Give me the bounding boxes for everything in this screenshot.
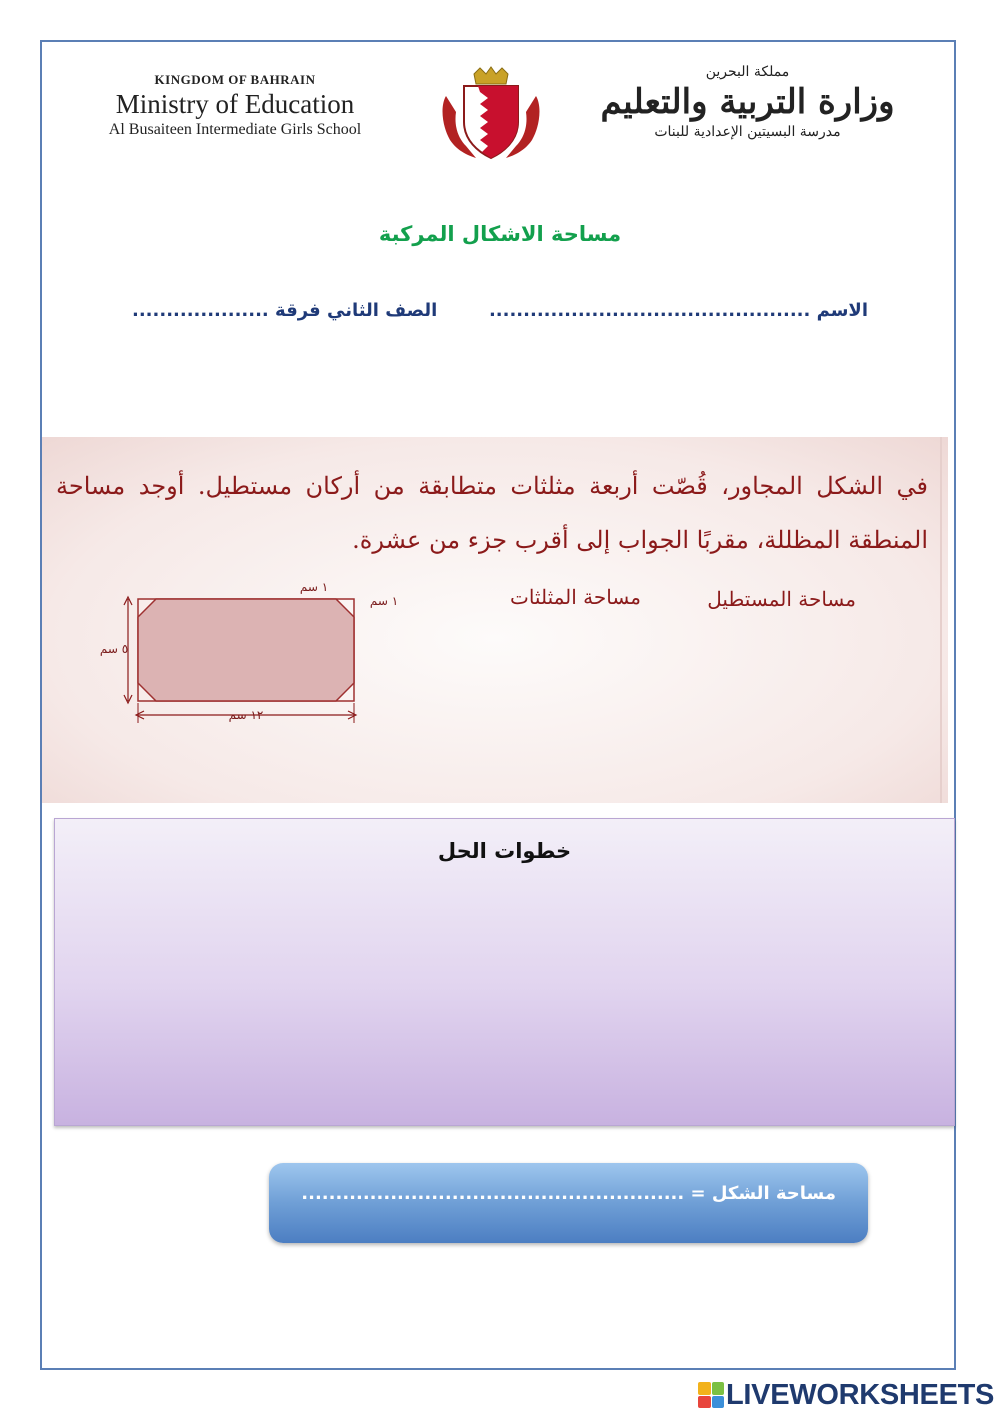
solution-steps-box[interactable] <box>54 818 955 1126</box>
class-field[interactable]: الصف الثاني فرقة .................... <box>132 300 438 321</box>
kingdom-en: KINGDOM OF BAHRAIN <box>154 72 316 87</box>
panel-divider <box>940 437 942 803</box>
brand-name: LIVEWORKSHEETS <box>726 1378 995 1411</box>
shaded-region <box>138 599 354 701</box>
rectangle-figure <box>98 577 418 737</box>
school-ar: مدرسة البسيتين الإعدادية للبنات <box>654 124 841 140</box>
logo-cell <box>712 1382 725 1395</box>
height-label: ٥ سم <box>99 642 129 656</box>
logo-cell <box>698 1382 711 1395</box>
rectangle-area-label: مساحة المستطيل <box>707 587 856 611</box>
logo-cell <box>698 1396 711 1409</box>
header-english <box>60 72 410 139</box>
corner-side-label: ١ سم <box>369 594 399 608</box>
problem-panel <box>42 437 948 803</box>
logo-cell <box>712 1396 725 1409</box>
liveworksheets-logo-icon <box>698 1382 724 1408</box>
header-arabic <box>570 64 925 140</box>
kingdom-ar: مملكة البحرين <box>705 64 790 80</box>
answer-label: مساحة الشكل = ........................................................ <box>301 1183 836 1204</box>
steps-title: خطوات الحل <box>437 839 572 863</box>
liveworksheets-brand <box>698 1378 994 1412</box>
triangles-area-label: مساحة المثلثات <box>510 585 641 609</box>
width-label: ١٢ سم <box>228 708 264 722</box>
bahrain-crest-icon <box>436 66 546 162</box>
worksheet-title: مساحة الاشكال المركبة <box>378 222 622 246</box>
ministry-ar: وزارة التربية والتعليم <box>600 82 895 122</box>
corner-top-label: ١ سم <box>299 580 329 594</box>
problem-statement: في الشكل المجاور، قُصّت أربعة مثلثات متطابقة من أركان مستطيل. أوجد مساحة المنطقة المظللة، مقربًا الجواب إلى أقرب جزء من عشرة. <box>56 472 928 554</box>
answer-bar[interactable] <box>269 1163 868 1243</box>
name-field[interactable]: الاسم ............................................... <box>488 300 868 321</box>
ministry-en: Ministry of Education <box>115 89 355 119</box>
school-en: Al Busaiteen Intermediate Girls School <box>108 121 362 138</box>
